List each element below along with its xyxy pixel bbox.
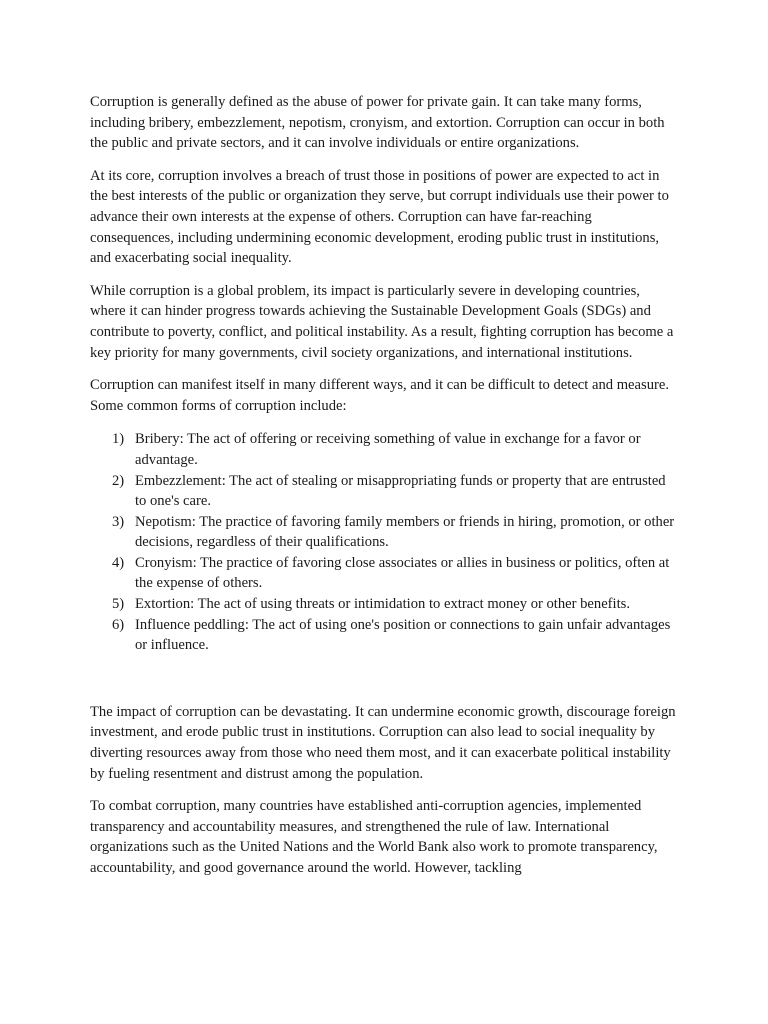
blank-line-spacer — [90, 656, 678, 702]
list-item — [112, 615, 678, 656]
list-item-number: 5) — [112, 596, 125, 613]
list-item-number: 2) — [112, 472, 125, 489]
list-item — [112, 512, 678, 553]
paragraph-combat-corruption: To combat corruption, many countries have established anti-corruption agencies, implemented transparency and accountability measures, and strengthened the rule of law. International organizations such as the United Nations and the World Bank also work to promote transparency, accountability, and good governance around the world. However, tackling — [90, 798, 658, 876]
forms-of-corruption-list — [90, 429, 678, 656]
list-item-number: 1) — [112, 431, 125, 448]
list-item-text: Nepotism: The practice of favoring family members or friends in hiring, promotion, or other decisions, regardless of their qualifications. — [135, 513, 675, 551]
paragraph-breach-of-trust: At its core, corruption involves a breach of trust those in positions of power are expected to act in the best interests of the public or organization they serve, but corrupt individuals use their power to advance their own interests at the expense of others. Corruption can have far-reaching consequences, including undermining economic development, eroding public trust in institutions, and exacerbating social inequality. — [90, 167, 669, 267]
list-item-text: Cronyism: The practice of favoring close associates or allies in business or politics, often at the expense of others. — [135, 554, 670, 592]
paragraph-definition: Corruption is generally defined as the abuse of power for private gain. It can take many forms, including bribery, embezzlement, nepotism, cronyism, and extortion. Corruption can occur in both the public and private sectors, and it can involve individuals or entire organizations. — [90, 94, 665, 152]
list-item-text: Influence peddling: The act of using one's position or connections to gain unfair advantages or influence. — [135, 616, 671, 654]
list-item — [112, 471, 678, 512]
list-item-number: 6) — [112, 616, 125, 633]
paragraph-impact: The impact of corruption can be devastating. It can undermine economic growth, discourage foreign investment, and erode public trust in institutions. Corruption can also lead to social inequality by diverting resources away from those who need them most, and it can exacerbate political instability by fueling resentment and distrust among the population. — [90, 703, 676, 782]
list-item — [112, 594, 678, 615]
list-item-number: 3) — [112, 513, 125, 530]
list-item — [112, 553, 678, 594]
list-item-text: Extortion: The act of using threats or intimidation to extract money or other benefits. — [135, 596, 630, 613]
list-item-number: 4) — [112, 554, 125, 571]
list-item-text: Bribery: The act of offering or receiving something of value in exchange for a favor or advantage. — [135, 431, 641, 468]
paragraph-forms-intro: Corruption can manifest itself in many different ways, and it can be difficult to detect and measure. Some common forms of corruption include: — [90, 377, 669, 414]
paragraph-global-problem: While corruption is a global problem, its impact is particularly severe in developing countries, where it can hinder progress towards achieving the Sustainable Development Goals (SDGs) and contribute to poverty, conflict, and political instability. As a result, fighting corruption has become a key priority for many governments, civil society organizations, and international institutions. — [90, 282, 674, 361]
list-item — [112, 429, 678, 470]
list-item-text: Embezzlement: The act of stealing or misappropriating funds or property that are entrusted to one's care. — [135, 472, 666, 510]
